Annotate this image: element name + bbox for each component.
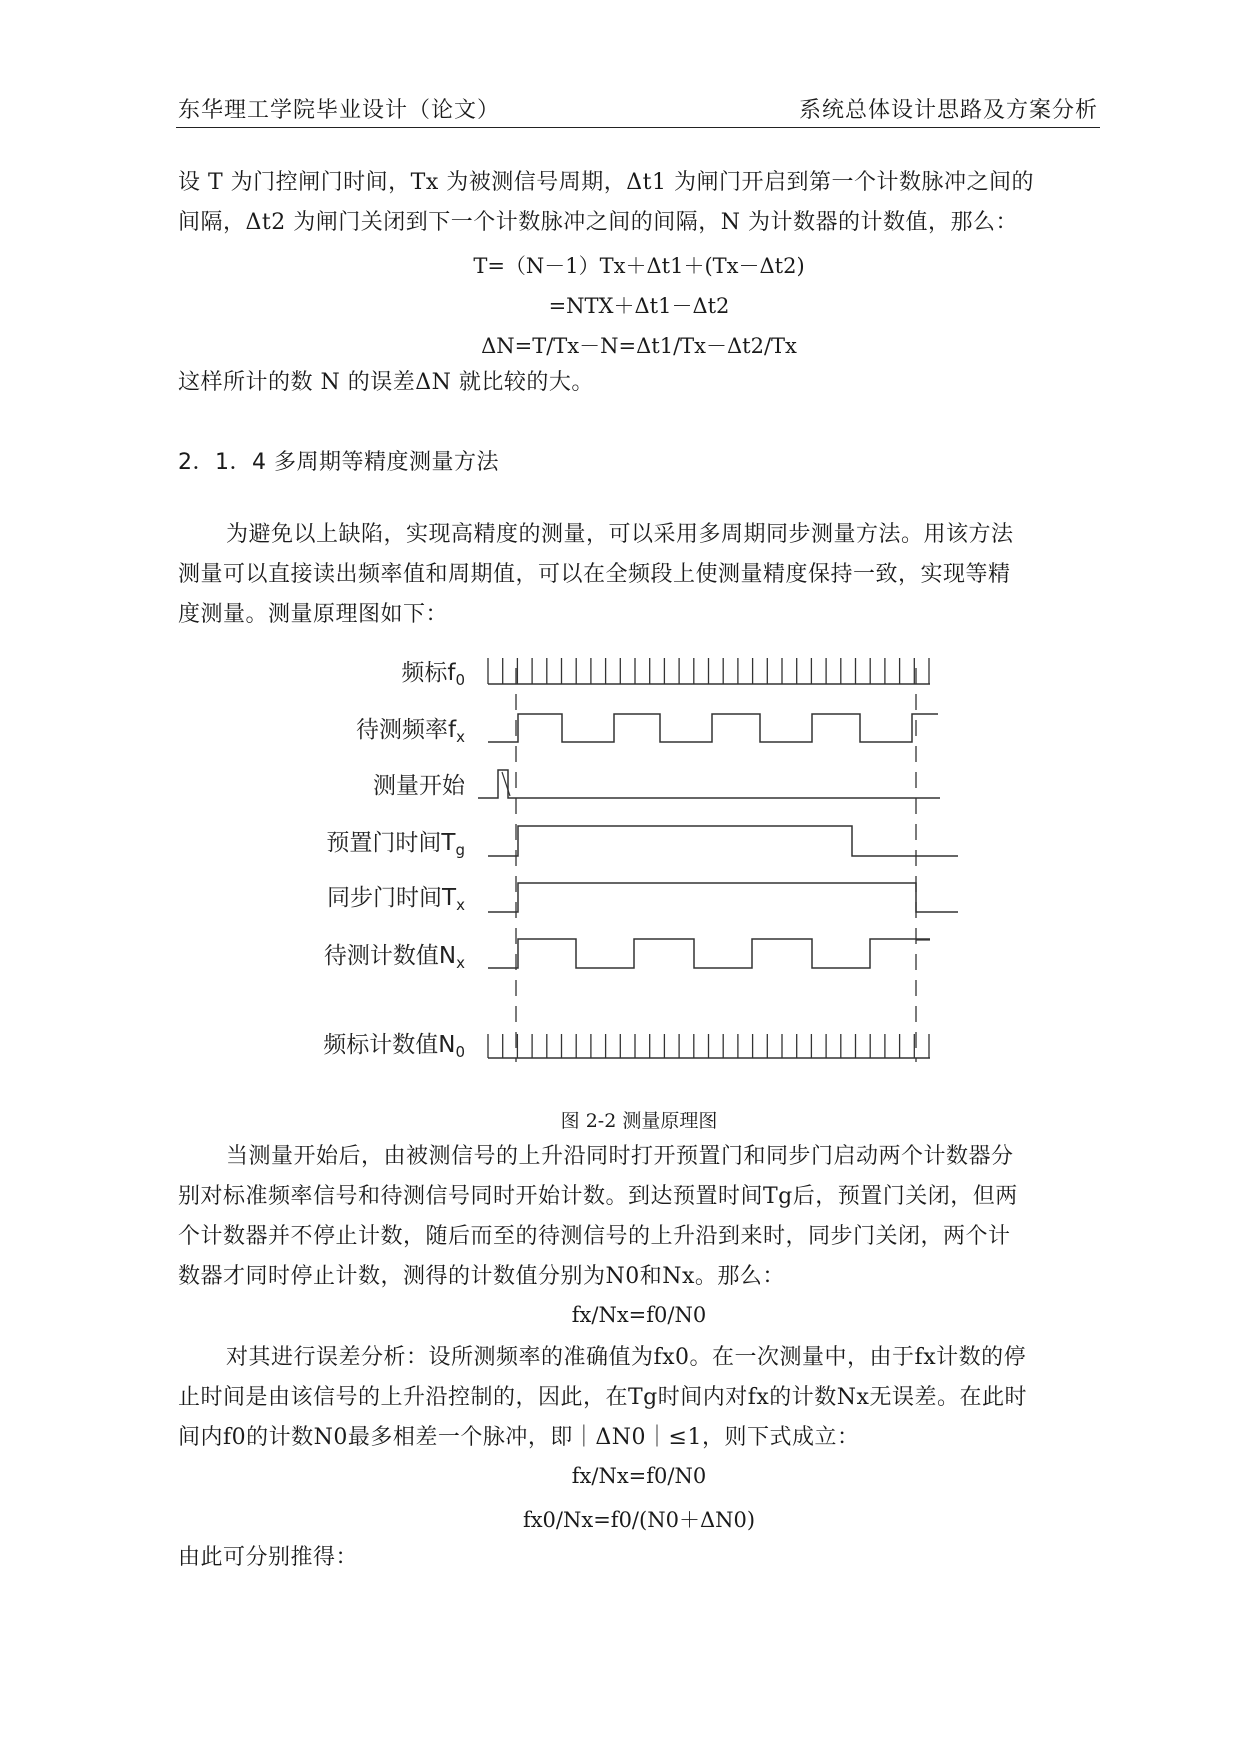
equation-3: ΔN=T/Tx－N=Δt1/Tx－Δt2/Tx [481, 334, 797, 358]
intro-line-2: 间隔，Δt2 为闸门关闭到下一个计数脉冲之间的间隔，N 为计数器的计数值，那么： [178, 210, 1018, 235]
tg-waveform [488, 826, 958, 856]
intro-line-1: 设 T 为门控闸门时间，Tx 为被测信号周期，Δt1 为闸门开启到第一个计数脉冲之间的 [178, 170, 1034, 195]
section-para-line-3: 度测量。测量原理图如下： [178, 602, 449, 627]
measure-start-waveform [478, 770, 940, 798]
label-f0: 频标$f_0$ [401, 660, 465, 689]
equation-4: fx/Nx=f0/N0 [571, 1303, 707, 1327]
header-left-title: 东华理工学院毕业设计（论文） [178, 98, 501, 123]
nx-waveform [488, 939, 930, 968]
label-n0: 频标计数值$N_0$ [323, 1032, 465, 1061]
body2-line-3: 个计数器并不停止计数，随后而至的待测信号的上升沿到来时，同步门关闭，两个计 [178, 1224, 1011, 1249]
label-tx: 同步门时间$T_x$ [327, 885, 465, 914]
label-fx: 待测频率$f_x$ [356, 717, 465, 746]
body2-line-5: 对其进行误差分析：设所测频率的准确值为fx0。在一次测量中，由于fx计数的停 [226, 1345, 1027, 1370]
label-measure-start: 测量开始 [373, 773, 465, 799]
equation-1: T=（N－1）Tx＋Δt1＋(Tx－Δt2) [473, 254, 805, 278]
body2-line-8: 由此可分别推得： [178, 1545, 359, 1570]
f0-clock-waveform [488, 658, 930, 684]
body2-line-4: 数器才同时停止计数，测得的计数值分别为N0和Nx。那么： [178, 1264, 785, 1289]
intro-line-3: 这样所计的数 N 的误差ΔN 就比较的大。 [178, 370, 594, 395]
equation-6: fx0/Nx=f0/(N0＋ΔN0) [522, 1508, 756, 1532]
tx-waveform [488, 883, 958, 912]
equation-5: fx/Nx=f0/N0 [571, 1464, 707, 1488]
section-para-line-1: 为避免以上缺陷，实现高精度的测量，可以采用多周期同步测量方法。用该方法 [226, 522, 1014, 547]
body2-line-1: 当测量开始后，由被测信号的上升沿同时打开预置门和同步门启动两个计数器分 [226, 1144, 1014, 1169]
section-heading: 2．1．4 多周期等精度测量方法 [178, 450, 499, 475]
fx-waveform [488, 714, 938, 742]
section-para-line-2: 测量可以直接读出频率值和周期值，可以在全频段上使测量精度保持一致，实现等精 [178, 562, 1011, 587]
n0-clock-waveform [488, 1034, 930, 1058]
equation-2: =NTX＋Δt1－Δt2 [548, 294, 730, 318]
body2-line-2: 别对标准频率信号和待测信号同时开始计数。到达预置时间Tg后，预置门关闭，但两 [178, 1184, 1018, 1209]
label-nx: 待测计数值$N_x$ [323, 943, 465, 972]
measure-start-slant [502, 772, 510, 796]
header-right-title: 系统总体设计思路及方案分析 [798, 98, 1098, 123]
label-tg: 预置门时间$T_g$ [326, 830, 465, 859]
figure-caption: 图 2-2 测量原理图 [560, 1110, 718, 1132]
body2-line-7: 间内f0的计数N0最多相差一个脉冲，即｜ΔN0｜≤1，则下式成立： [178, 1425, 860, 1450]
body2-line-6: 止时间是由该信号的上升沿控制的，因此，在Tg时间内对fx的计数Nx无误差。在此时 [178, 1385, 1027, 1410]
